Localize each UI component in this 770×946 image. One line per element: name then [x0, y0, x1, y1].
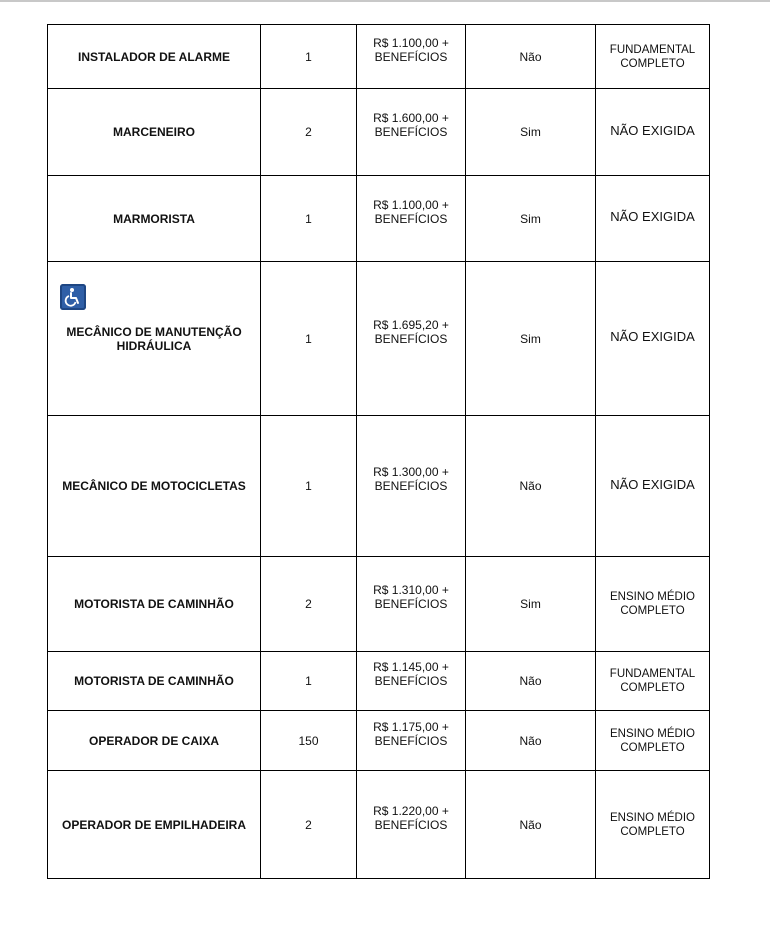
table-row: [48, 89, 710, 176]
salary-cell: R$ 1.220,00 + BENEFÍCIOS: [357, 771, 466, 879]
pcd-cell: Não: [466, 416, 596, 557]
job-title-cell: INSTALADOR DE ALARME: [48, 25, 261, 89]
salary-cell: R$ 1.600,00 + BENEFÍCIOS: [357, 89, 466, 176]
vacancies-cell: 1: [261, 262, 357, 416]
education-cell: ENSINO MÉDIO COMPLETO: [596, 711, 710, 771]
job-title-cell: MOTORISTA DE CAMINHÃO: [48, 557, 261, 652]
job-title-cell: MECÂNICO DE MOTOCICLETAS: [48, 416, 261, 557]
table-row: [48, 416, 710, 557]
education-cell: FUNDAMENTAL COMPLETO: [596, 652, 710, 711]
job-title-cell: MECÂNICO DE MANUTENÇÃO HIDRÁULICA: [48, 262, 261, 416]
wheelchair-accessibility-icon: [60, 284, 86, 310]
page-top-border: [0, 0, 770, 2]
salary-cell: R$ 1.175,00 + BENEFÍCIOS: [357, 711, 466, 771]
pcd-cell: Sim: [466, 557, 596, 652]
pcd-cell: Não: [466, 652, 596, 711]
vacancies-cell: 2: [261, 771, 357, 879]
salary-cell: R$ 1.100,00 + BENEFÍCIOS: [357, 25, 466, 89]
vacancies-cell: 2: [261, 557, 357, 652]
pcd-cell: Sim: [466, 262, 596, 416]
job-title-cell: MOTORISTA DE CAMINHÃO: [48, 652, 261, 711]
pcd-cell: Sim: [466, 89, 596, 176]
pcd-cell: Sim: [466, 176, 596, 262]
salary-cell: R$ 1.300,00 + BENEFÍCIOS: [357, 416, 466, 557]
table-row: [48, 262, 710, 416]
job-title-cell: MARMORISTA: [48, 176, 261, 262]
job-title-cell: MARCENEIRO: [48, 89, 261, 176]
table-row: [48, 652, 710, 711]
table-row: [48, 25, 710, 89]
pcd-cell: Não: [466, 25, 596, 89]
vacancies-cell: 150: [261, 711, 357, 771]
table-row: [48, 771, 710, 879]
table-row: [48, 176, 710, 262]
education-cell: NÃO EXIGIDA: [596, 416, 710, 557]
vacancies-cell: 1: [261, 416, 357, 557]
education-cell: NÃO EXIGIDA: [596, 262, 710, 416]
table-row: [48, 711, 710, 771]
education-cell: NÃO EXIGIDA: [596, 89, 710, 176]
job-openings-table: [47, 24, 710, 879]
salary-cell: R$ 1.695,20 + BENEFÍCIOS: [357, 262, 466, 416]
salary-cell: R$ 1.100,00 + BENEFÍCIOS: [357, 176, 466, 262]
vacancies-cell: 1: [261, 652, 357, 711]
education-cell: ENSINO MÉDIO COMPLETO: [596, 771, 710, 879]
vacancies-cell: 2: [261, 89, 357, 176]
vacancies-cell: 1: [261, 25, 357, 89]
pcd-cell: Não: [466, 771, 596, 879]
vacancies-cell: 1: [261, 176, 357, 262]
education-cell: NÃO EXIGIDA: [596, 176, 710, 262]
salary-cell: R$ 1.145,00 + BENEFÍCIOS: [357, 652, 466, 711]
education-cell: ENSINO MÉDIO COMPLETO: [596, 557, 710, 652]
job-title-cell: OPERADOR DE CAIXA: [48, 711, 261, 771]
job-title-cell: OPERADOR DE EMPILHADEIRA: [48, 771, 261, 879]
education-cell: FUNDAMENTAL COMPLETO: [596, 25, 710, 89]
pcd-cell: Não: [466, 711, 596, 771]
salary-cell: R$ 1.310,00 + BENEFÍCIOS: [357, 557, 466, 652]
table-row: [48, 557, 710, 652]
